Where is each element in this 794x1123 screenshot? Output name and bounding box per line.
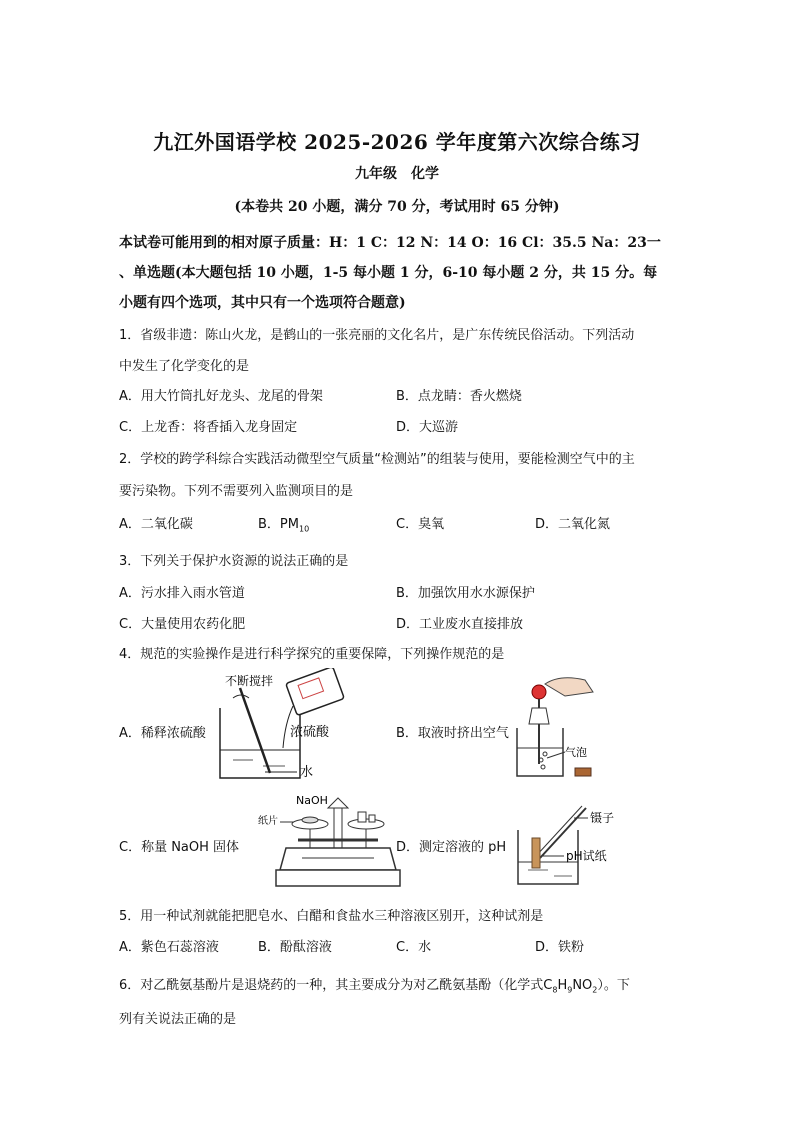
grade-subject: 九年级 化学 (355, 166, 439, 182)
figure-dropper (505, 672, 605, 784)
q6-formula-h-sub: 9 (567, 985, 573, 995)
fig-b-bubble-label: 气泡 (565, 746, 587, 759)
q4-option-b: B．取液时挤出空气 (396, 726, 509, 741)
q1-option-a: A．用大竹筒扎好龙头、龙尾的骨架 (119, 389, 323, 404)
q2-option-a: A．二氧化碳 (119, 517, 193, 532)
q2-option-d: D．二氧化氮 (535, 517, 611, 532)
section-heading-line1: 、单选题(本大题包括 10 小题，1-5 每小题 1 分，6-10 每小题 2 分，共 15 分。每 (119, 265, 658, 281)
weight-1 (358, 812, 366, 822)
fig-a-acid-label: 浓硫酸 (290, 725, 330, 740)
fig-a-water-label: 水 (300, 765, 314, 780)
q1-option-d: D．大巡游 (396, 420, 459, 435)
q6-formula-h: H (557, 978, 568, 993)
balance-pointer (328, 798, 348, 808)
stir-arrow-icon (233, 695, 249, 698)
figure-ph-test (510, 800, 630, 888)
q6-stem-line1 (119, 974, 630, 995)
section-heading-line2: 小题有四个选项，其中只有一个选项符合题意) (119, 295, 406, 311)
figure-balance (258, 792, 403, 892)
rubber-bulb (532, 685, 546, 699)
page-title: 九江外国语学校 2025-2026 学年度第六次综合练习 (153, 130, 641, 154)
atomic-masses: 本试卷可能用到的相对原子质量：H：1 C：12 N：14 O：16 Cl：35.5 Na：23一 (119, 235, 661, 251)
q1-option-b: B．点龙睛：香火燃烧 (396, 389, 522, 404)
ph-paper-strip (532, 838, 540, 868)
rubber-cap (575, 768, 591, 776)
q5-option-d: D．铁粉 (535, 940, 585, 955)
q2-stem-line2: 要污染物。下列不需要列入监测项目的是 (119, 484, 354, 499)
figure-dilute-acid (205, 668, 355, 788)
balance-base (280, 848, 396, 870)
q6-formula-no: NO (572, 978, 593, 993)
q3-option-b: B．加强饮用水水源保护 (396, 586, 535, 601)
q2-option-b-sub: 10 (298, 524, 310, 534)
q2-option-b-text: B．PM (258, 517, 299, 532)
bubble-3 (541, 765, 545, 769)
fig-c-naoh-label: NaOH (296, 794, 328, 807)
q6-formula-o-sub: 2 (592, 985, 598, 995)
q1-stem-line2: 中发生了化学变化的是 (119, 359, 250, 374)
q2-stem-line1: 2．学校的跨学科综合实践活动微型空气质量“检测站”的组装与使用，要能检测空气中的主 (119, 452, 635, 467)
q3-option-c: C．大量使用农药化肥 (119, 617, 246, 632)
balance-pillar (334, 808, 342, 848)
q5-option-c: C．水 (396, 940, 432, 955)
weight-2 (369, 815, 375, 822)
hand-icon (545, 678, 593, 696)
q5-option-b: B．酚酞溶液 (258, 940, 332, 955)
q6-stem-part2: ）。下 (597, 978, 630, 993)
q3-option-d: D．工业废水直接排放 (396, 617, 524, 632)
fig-d-tweezers-label: 镊子 (590, 811, 615, 825)
balance-foot (276, 870, 400, 886)
q6-formula-c-sub: 8 (552, 985, 558, 995)
bubble-2 (543, 752, 547, 756)
fig-d-ph-label: pH试纸 (566, 849, 607, 863)
q4-option-c: C．称量 NaOH 固体 (119, 840, 240, 855)
q2-option-b (258, 513, 309, 534)
q4-stem: 4．规范的实验操作是进行科学探究的重要保障，下列操作规范的是 (119, 647, 505, 662)
q5-stem: 5．用一种试剂就能把肥皂水、白醋和食盐水三种溶液区别开，这种试剂是 (119, 909, 544, 924)
q5-option-a: A．紫色石蕊溶液 (119, 940, 219, 955)
naoh-sample (302, 817, 318, 823)
q4-option-d: D．测定溶液的 pH (396, 840, 507, 855)
q1-stem-line1: 1．省级非遗：陈山火龙，是鹤山的一张亮丽的文化名片，是广东传统民俗活动。下列活动 (119, 328, 635, 343)
q3-stem: 3．下列关于保护水资源的说法正确的是 (119, 554, 349, 569)
q6-stem-line2: 列有关说法正确的是 (119, 1012, 237, 1027)
q6-stem-part1: 6．对乙酰氨基酚片是退烧药的一种，其主要成分为对乙酰氨基酚（化学式C (119, 978, 553, 993)
bottle-stopper (529, 708, 549, 724)
fig-c-paper-label: 纸片 (258, 816, 278, 827)
fig-a-stir-label: 不断搅拌 (225, 674, 274, 688)
exam-info: (本卷共 20 小题，满分 70 分，考试用时 65 分钟) (234, 199, 560, 215)
q3-option-a: A．污水排入雨水管道 (119, 586, 245, 601)
q4-option-a: A．稀释浓硫酸 (119, 726, 206, 741)
q2-option-c: C．臭氧 (396, 517, 445, 532)
q1-option-c: C．上龙香：将香插入龙身固定 (119, 420, 298, 435)
